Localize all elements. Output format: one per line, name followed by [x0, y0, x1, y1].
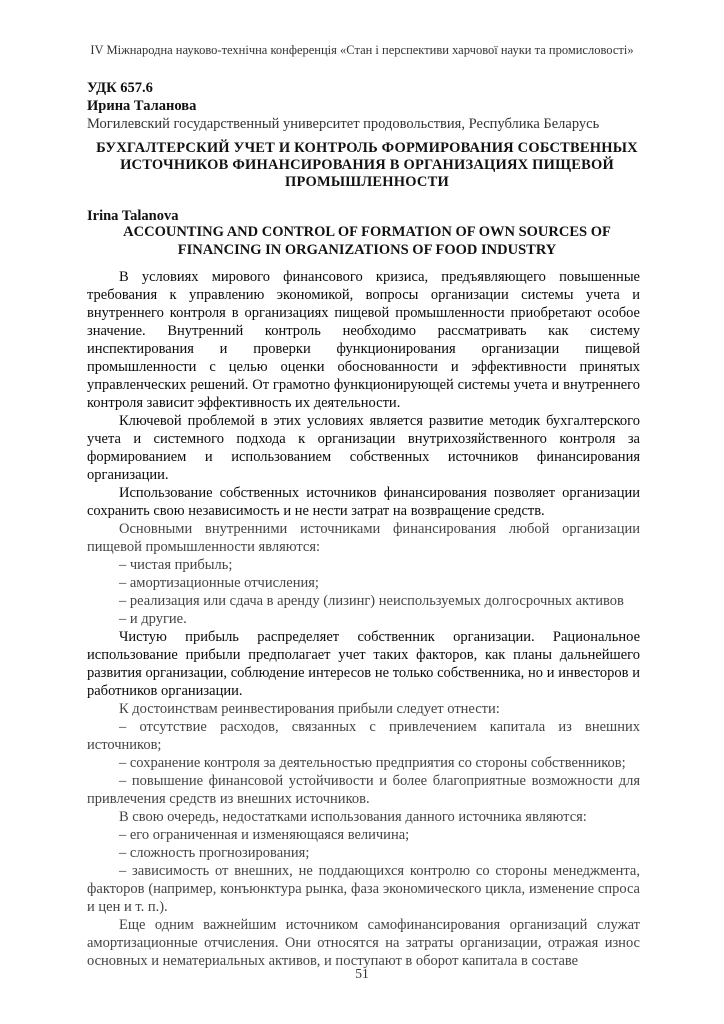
author-en: Irina Talanova — [87, 208, 179, 224]
article-meta — [87, 79, 647, 133]
paragraph-5: Чистую прибыль распределяет собственник организации. Рациональное использование прибыли предполагает учет таких факторов, как планы дальнейшего развития организации, соблюдение интересов не только собственника, но и инвесторов и работников организации. — [87, 629, 640, 699]
list-item: – сохранение контроля за деятельностью предприятия со стороны собственников; — [119, 755, 626, 771]
list-item: – чистая прибыль; — [119, 557, 233, 573]
paragraph-3: Использование собственных источников финансирования позволяет организации сохранить свою независимость и не нести затрат на возвращение средств. — [87, 485, 640, 519]
list-item: – повышение финансовой устойчивости и более благоприятные возможности для привлечения средств из внешних источников. — [87, 773, 640, 807]
paragraph-2: Ключевой проблемой в этих условиях является развитие методик бухгалтерского учета и системного подхода к организации внутрихозяйственного контроля за формированием и использованием собственных источников финансирования организации. — [87, 413, 640, 483]
affiliation: Могилевский государственный университет продовольствия, Республика Беларусь — [87, 116, 600, 132]
list-item: – амортизационные отчисления; — [119, 575, 319, 591]
paragraph-7: В свою очередь, недостатками использования данного источника являются: — [119, 809, 587, 825]
running-header: IV Міжнародна науково-технічна конференція «Стан і перспективи харчової науки та промисловості» — [90, 43, 634, 57]
list-item: – сложность прогнозирования; — [119, 845, 310, 861]
author-ru: Ирина Таланова — [87, 98, 197, 114]
paragraph-1: В условиях мирового финансового кризиса, предъявляющего повышенные требования к управлению экономикой, вопросы организации системы учета и внутреннего контроля в организациях пищевой промышленности приобретают особое значение. Внутренний контроль необходимо рассматривать как систему инспектирования и проверки функционирования организации пищевой промышленности с целью оценки обоснованности и эффективности принятых управленческих решений. От грамотно функционирующей системы учета и внутреннего контроля зависит эффективность их деятельности. — [87, 269, 640, 411]
paragraph-8: Еще одним важнейшим источником самофинансирования организаций служат амортизационные отчисления. Они относятся на затраты организации, отражая износ основных и нематериальных активов, и поступают в оборот капитала в составе — [87, 917, 640, 969]
list-item: – и другие. — [119, 611, 187, 627]
page-number: 51 — [355, 966, 369, 981]
paragraph-6: К достоинствам реинвестирования прибыли следует отнести: — [119, 701, 500, 717]
title-ru: БУХГАЛТЕРСКИЙ УЧЕТ И КОНТРОЛЬ ФОРМИРОВАНИЯ СОБСТВЕННЫХ ИСТОЧНИКОВ ФИНАНСИРОВАНИЯ В ОРГАНИЗАЦИЯХ ПИЩЕВОЙ ПРОМЫШЛЕННОСТИ — [96, 140, 638, 190]
list-item: – отсутствие расходов, связанных с привлечением капитала из внешних источников; — [87, 719, 640, 753]
list-item: – его ограниченная и изменяющаяся величина; — [119, 827, 410, 843]
list-item: – реализация или сдача в аренду (лизинг) неиспользуемых долгосрочных активов — [119, 593, 624, 609]
list-item: – зависимость от внешних, не поддающихся контролю со стороны менеджмента, факторов (например, конъюнктура рынка, фаза экономического цикла, изменение спроса и цен и т. п.). — [87, 863, 640, 915]
article-body — [87, 268, 640, 970]
title-en: ACCOUNTING AND CONTROL OF FORMATION OF OWN SOURCES OF FINANCING IN ORGANIZATIONS OF FOOD INDUSTRY — [123, 224, 611, 258]
udk-code: УДК 657.6 — [87, 80, 153, 96]
paragraph-4: Основными внутренними источниками финансирования любой организации пищевой промышленности являются: — [87, 521, 640, 555]
